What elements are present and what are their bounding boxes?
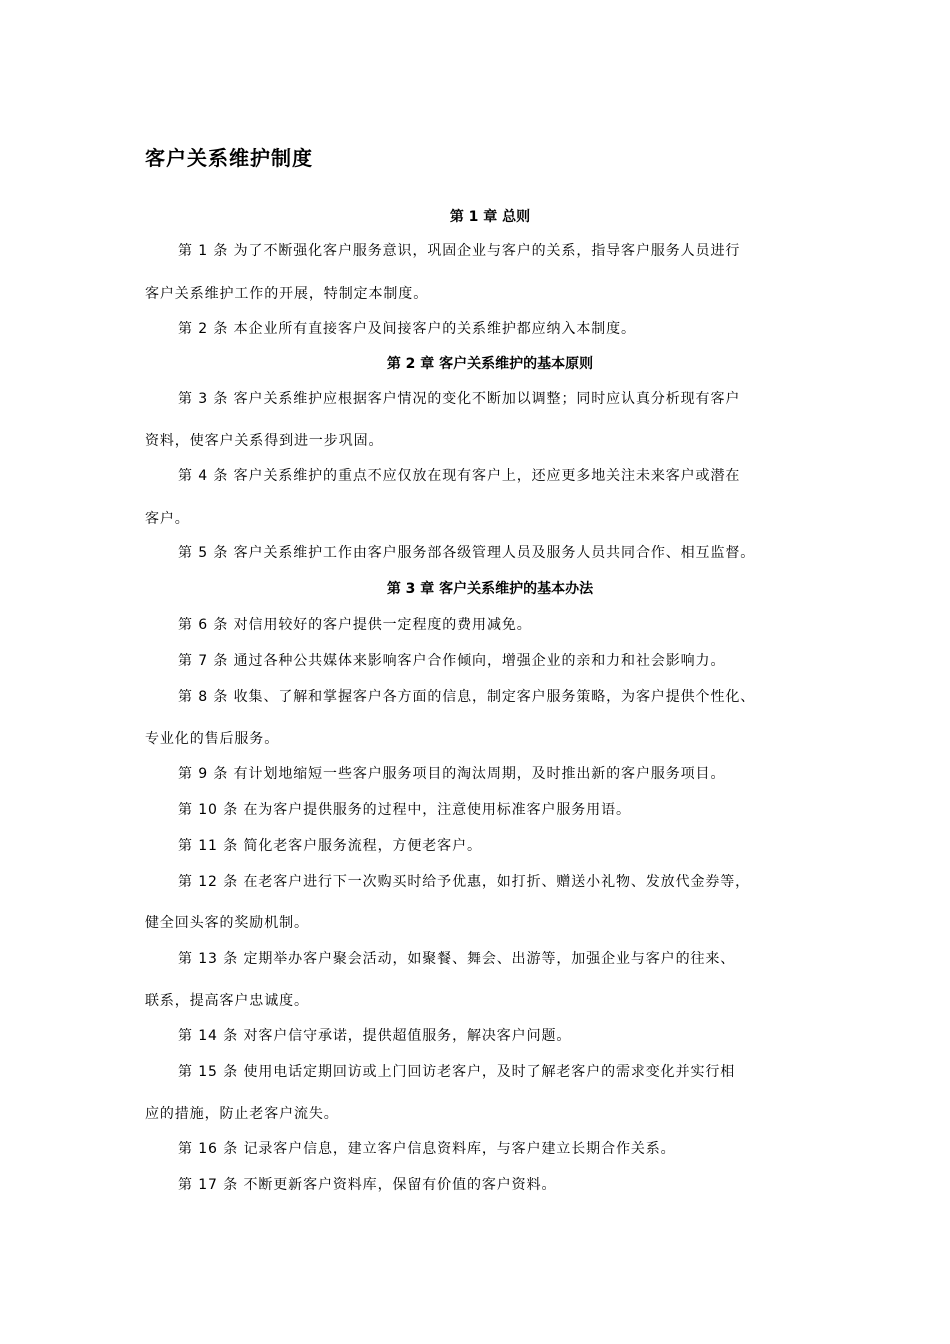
article-17: 第 17 条 不断更新客户资料库，保留有价值的客户资料。 xyxy=(178,1177,557,1193)
article-3-line-1: 第 3 条 客户关系维护应根据客户情况的变化不断加以调整；同时应认真分析现有客户 xyxy=(178,391,741,407)
article-6: 第 6 条 对信用较好的客户提供一定程度的费用减免。 xyxy=(178,617,532,633)
article-15-line-2: 应的措施，防止老客户流失。 xyxy=(145,1106,339,1122)
article-13-line-2: 联系，提高客户忠诚度。 xyxy=(145,993,309,1009)
article-4-line-1: 第 4 条 客户关系维护的重点不应仅放在现有客户上，还应更多地关注未来客户或潜在 xyxy=(178,468,741,484)
article-11: 第 11 条 简化老客户服务流程，方便老客户。 xyxy=(178,838,482,854)
chapter-3-heading: 第 3 章 客户关系维护的基本办法 xyxy=(386,581,594,597)
article-8-line-2: 专业化的售后服务。 xyxy=(145,731,280,747)
article-12-line-1: 第 12 条 在老客户进行下一次购买时给予优惠，如打折、赠送小礼物、发放代金券等， xyxy=(178,874,751,890)
article-16: 第 16 条 记录客户信息，建立客户信息资料库，与客户建立长期合作关系。 xyxy=(178,1141,676,1157)
article-1-line-1: 第 1 条 为了不断强化客户服务意识，巩固企业与客户的关系，指导客户服务人员进行 xyxy=(178,243,741,259)
article-10: 第 10 条 在为客户提供服务的过程中，注意使用标准客户服务用语。 xyxy=(178,802,631,818)
article-9: 第 9 条 有计划地缩短一些客户服务项目的淘汰周期，及时推出新的客户服务项目。 xyxy=(178,766,726,782)
article-1-line-2: 客户关系维护工作的开展，特制定本制度。 xyxy=(145,286,429,302)
article-2: 第 2 条 本企业所有直接客户及间接客户的关系维护都应纳入本制度。 xyxy=(178,321,636,337)
chapter-1-heading: 第 1 章 总则 xyxy=(449,209,531,225)
article-7: 第 7 条 通过各种公共媒体来影响客户合作倾向，增强企业的亲和力和社会影响力。 xyxy=(178,653,726,669)
document-title: 客户关系维护制度 xyxy=(145,146,313,170)
article-15-line-1: 第 15 条 使用电话定期回访或上门回访老客户，及时了解老客户的需求变化并实行相 xyxy=(178,1064,736,1080)
article-8-line-1: 第 8 条 收集、了解和掌握客户各方面的信息，制定客户服务策略，为客户提供个性化、 xyxy=(178,689,756,705)
article-12-line-2: 健全回头客的奖励机制。 xyxy=(145,915,309,931)
article-13-line-1: 第 13 条 定期举办客户聚会活动，如聚餐、舞会、出游等，加强企业与客户的往来、 xyxy=(178,951,736,967)
article-5: 第 5 条 客户关系维护工作由客户服务部各级管理人员及服务人员共同合作、相互监督。 xyxy=(178,545,756,561)
article-4-line-2: 客户。 xyxy=(145,511,190,527)
article-3-line-2: 资料，使客户关系得到进一步巩固。 xyxy=(145,433,384,449)
article-14: 第 14 条 对客户信守承诺，提供超值服务，解决客户问题。 xyxy=(178,1028,572,1044)
chapter-2-heading: 第 2 章 客户关系维护的基本原则 xyxy=(386,356,594,372)
